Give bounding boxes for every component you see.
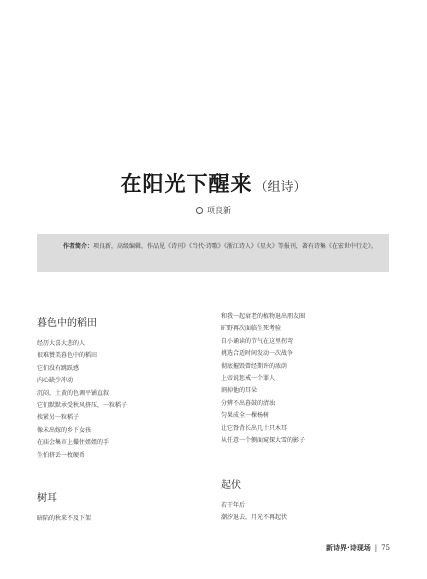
poem-line: 在庙会集市上攥住姐姐的手 — [37, 439, 110, 447]
page-footer — [326, 543, 390, 553]
author-name: 项良新 — [207, 206, 231, 215]
poem-line: 生怕挤丢一枚硬币 — [37, 451, 86, 459]
poem-line: 割掉他的耳朵 — [221, 387, 258, 395]
author-bio-box — [37, 234, 389, 272]
footer-brand: 新诗界·诗现场 — [326, 544, 371, 552]
poem-line: 挑选合适时间发动一次战争 — [221, 350, 294, 358]
poem-line: 像未出嫁的乡下女孩 — [37, 426, 92, 434]
bio-text: 项良新，高级编辑，作品见《诗刊》《当代·诗歌》《浙江诗人》《星火》等报刊，著有诗集《在宏世中行走》。 — [93, 243, 377, 250]
poem-line: 上帝说惩戒一个罪人 — [221, 375, 276, 383]
article-subtitle: （组诗） — [254, 180, 307, 195]
poem-line: 匀果成全一棵杨树 — [221, 412, 270, 420]
poem-body-qifu — [221, 500, 287, 525]
poem-line: 挨紧另一粒稻子 — [37, 414, 80, 422]
article-title: 在阳光下醒来 — [120, 172, 253, 196]
page-number: 75 — [381, 544, 390, 552]
bullet-circle-icon — [196, 207, 203, 214]
poem-line: 分辨不出暮鼓的清浊 — [221, 399, 276, 407]
poem-line: 内心缺少冲动 — [37, 377, 74, 385]
poem-line: 它们没有跳跃感 — [37, 364, 80, 372]
article-header — [0, 168, 427, 198]
poem-line: 经历大喜大悲的人 — [37, 340, 86, 347]
poem-line: 沉闷，土黄的色调平铺直叙 — [37, 389, 110, 397]
author-line — [0, 205, 427, 216]
poem-title-shuer: 树耳 — [37, 493, 57, 504]
poem-line: 和我一起衰老的植物退出朋友圈 — [221, 313, 306, 320]
poem-body-shuer-continued — [221, 311, 305, 447]
poem-line: 自小诵读的节气在这里拐弯 — [221, 337, 294, 345]
poem-line: 暗陷的秋来不及下架 — [37, 515, 92, 522]
poem-body-shuer — [37, 513, 91, 525]
poem-line: 潮汐退去，月光不再起伏 — [221, 514, 288, 522]
poem-line: 它们默默承受秋风挤压，一粒稻子 — [37, 402, 128, 410]
poem-line: 旷野再次面临生死考验 — [221, 325, 282, 333]
poem-line: 彻底摧毁曾经期许的浓荫 — [221, 362, 288, 370]
poem-body-daotian — [37, 338, 127, 462]
poem-title-daotian: 暮色中的稻田 — [37, 318, 97, 329]
footer-separator: | — [374, 544, 378, 552]
poem-line: 若干年后 — [221, 502, 246, 509]
poem-line: 很难赞美暮色中的稻田 — [37, 352, 98, 360]
poem-title-qifu: 起伏 — [221, 480, 241, 491]
poem-line: 让它脊背长出几十只木耳 — [221, 424, 288, 432]
poem-line: 从任意一个侧面窥探大雪的影子 — [221, 437, 306, 445]
bio-label: 作者简介： — [63, 243, 94, 250]
